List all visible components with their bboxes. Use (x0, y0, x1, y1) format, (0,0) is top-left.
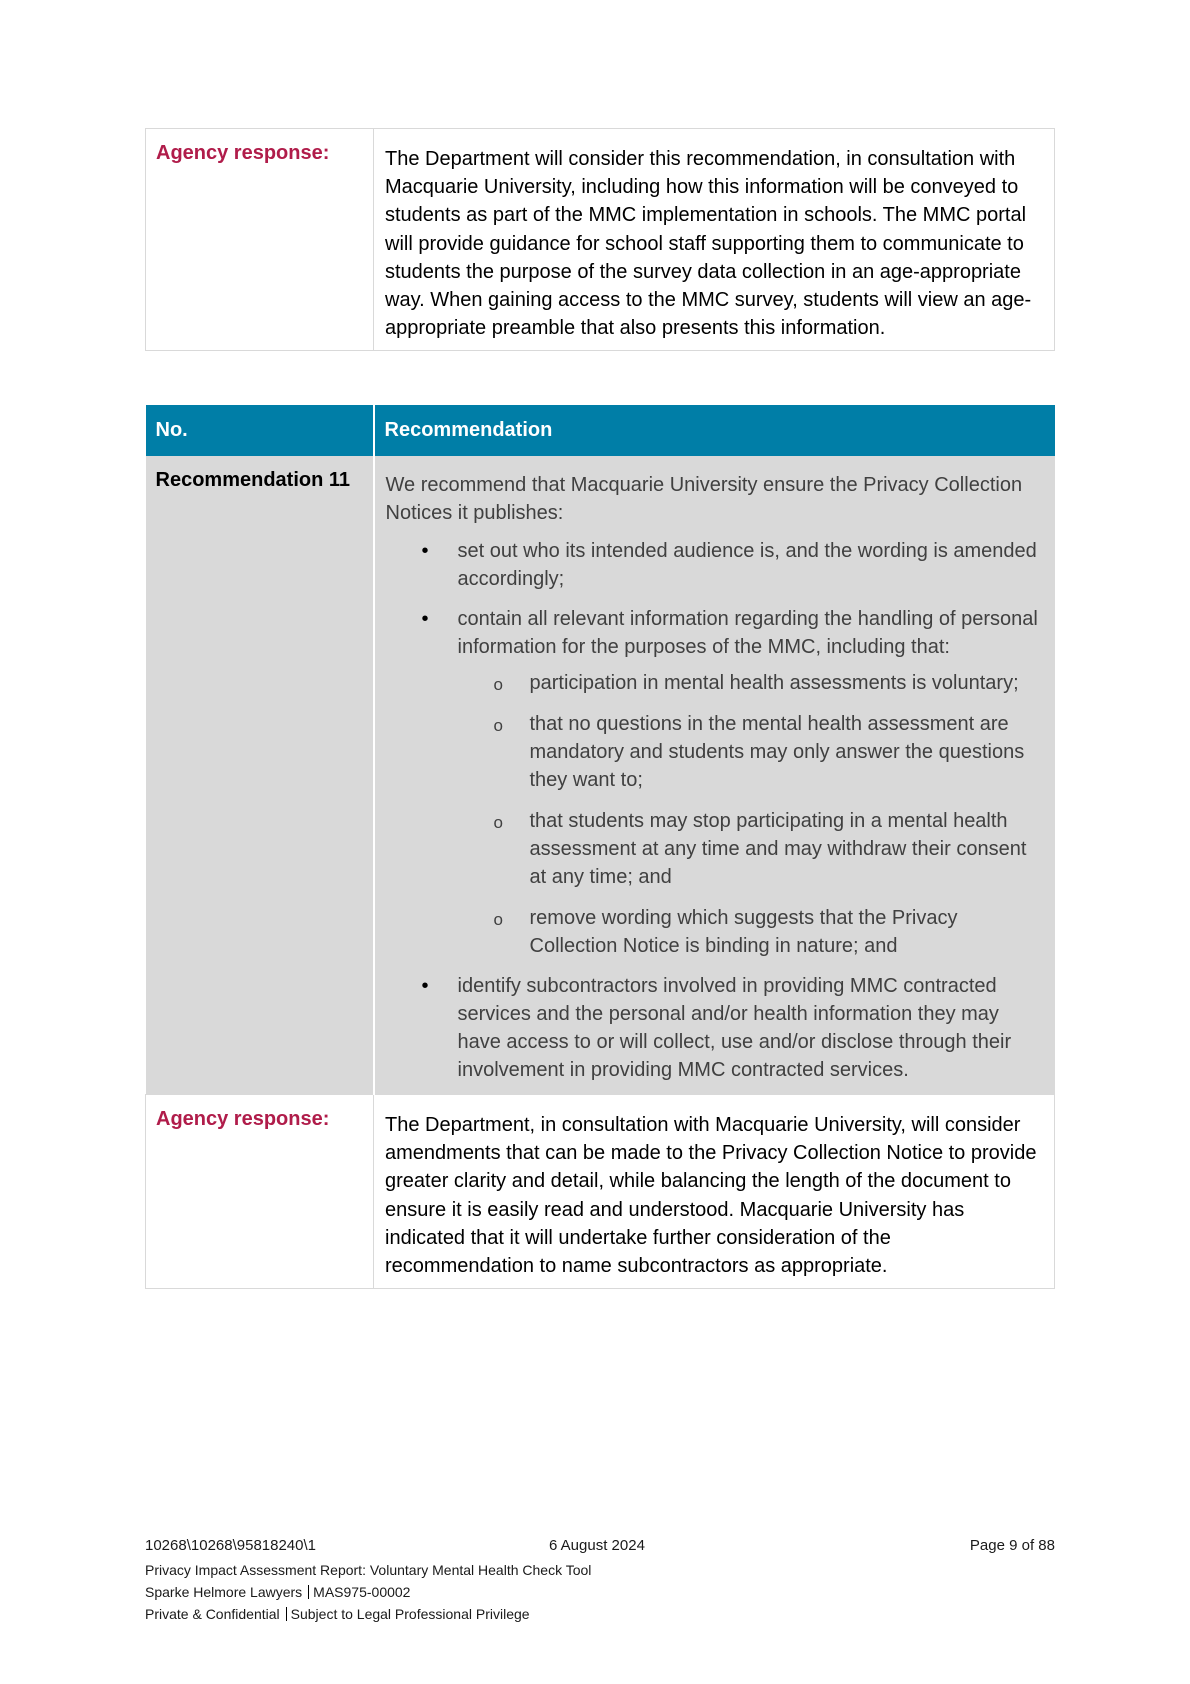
firm-name: Sparke Helmore Lawyers (145, 1584, 303, 1600)
bullet-icon: • (421, 975, 429, 997)
matter-number: MAS975-00002 (313, 1584, 411, 1600)
firm-line (145, 1581, 1055, 1603)
circle-bullet-icon: o (493, 716, 503, 735)
recommendation-intro: We recommend that Macquarie University ensure the Privacy Collection Notices it publishes: (385, 474, 1023, 524)
table-header-row (146, 405, 1055, 456)
list-item-text: set out who its intended audience is, and the wording is amended accordingly; (457, 540, 1037, 590)
header-recommendation: Recommendation (374, 405, 1055, 456)
bullet-icon: • (421, 608, 429, 630)
document-date: 6 August 2024 (549, 1537, 645, 1554)
circle-bullet-icon: o (493, 813, 503, 832)
list-item (386, 537, 1045, 593)
header-no: No. (146, 405, 374, 456)
list-item-text: contain all relevant information regarding the handling of personal information for the purposes of the MMC, including that: (457, 608, 1038, 658)
sub-list-item-text: remove wording which suggests that the Privacy Collection Notice is binding in nature; and (529, 907, 958, 957)
list-item (386, 605, 1045, 960)
recommendation-row (146, 456, 1055, 1095)
circle-bullet-icon: o (493, 910, 503, 929)
agency-response-label: Agency response: (146, 1095, 374, 1289)
sub-list-item (458, 669, 1045, 697)
agency-response-row (146, 1095, 1055, 1289)
footer-first-line (145, 1537, 1055, 1559)
sub-list-item (458, 710, 1045, 794)
document-reference: 10268\10268\95818240\1 (145, 1537, 317, 1554)
agency-response-label: Agency response: (146, 129, 374, 351)
confidentiality-text: Private & Confidential (145, 1606, 280, 1622)
list-item (386, 972, 1045, 1084)
divider (286, 1607, 287, 1621)
sub-list-item-text: that students may stop participating in a mental health assessment at any time and may withdraw their consent at any time; and (529, 810, 1027, 888)
report-title: Privacy Impact Assessment Report: Voluntary Mental Health Check Tool (145, 1562, 592, 1578)
sub-list-item-text: that no questions in the mental health assessment are mandatory and students may only answer the questions they want to; (529, 713, 1025, 791)
recommendation-table (145, 405, 1055, 1289)
recommendation-body (374, 456, 1055, 1095)
list-item-text: identify subcontractors involved in providing MMC contracted services and the personal and/or health information they may have access to or will collect, use and/or disclose through their involvement in providing MMC contracted services. (457, 975, 1012, 1081)
sub-list (386, 669, 1045, 960)
sub-list-item (458, 904, 1045, 960)
divider (308, 1585, 309, 1599)
agency-response-text: The Department, in consultation with Macquarie University, will consider amendments that can be made to the Privacy Collection Notice to provide greater clarity and detail, while balancing the length of the document to ensure it is easily read and understood. Macquarie University has indicated that it will undertake further consideration of the recommendation to name subcontractors as appropriate. (374, 1095, 1055, 1289)
sub-list-item (458, 807, 1045, 891)
privilege-text: Subject to Legal Professional Privilege (290, 1606, 530, 1622)
confidentiality-line (145, 1603, 1055, 1625)
agency-response-table-1 (145, 128, 1055, 351)
bullet-icon: • (421, 540, 429, 562)
recommendation-list (386, 537, 1045, 1084)
page-number: Page 9 of 88 (969, 1537, 1055, 1554)
sub-list-item-text: participation in mental health assessments is voluntary; (529, 672, 1019, 694)
circle-bullet-icon: o (493, 675, 503, 694)
agency-response-text: The Department will consider this recommendation, in consultation with Macquarie University, including how this information will be conveyed to students as part of the MMC implementation in schools. The MMC portal will provide guidance for school staff supporting them to communicate to students the purpose of the survey data collection in an age-appropriate way. When gaining access to the MMC survey, students will view an age-appropriate preamble that also presents this information. (374, 129, 1055, 351)
recommendation-number: Recommendation 11 (146, 456, 374, 1095)
page-footer (145, 1537, 1055, 1625)
